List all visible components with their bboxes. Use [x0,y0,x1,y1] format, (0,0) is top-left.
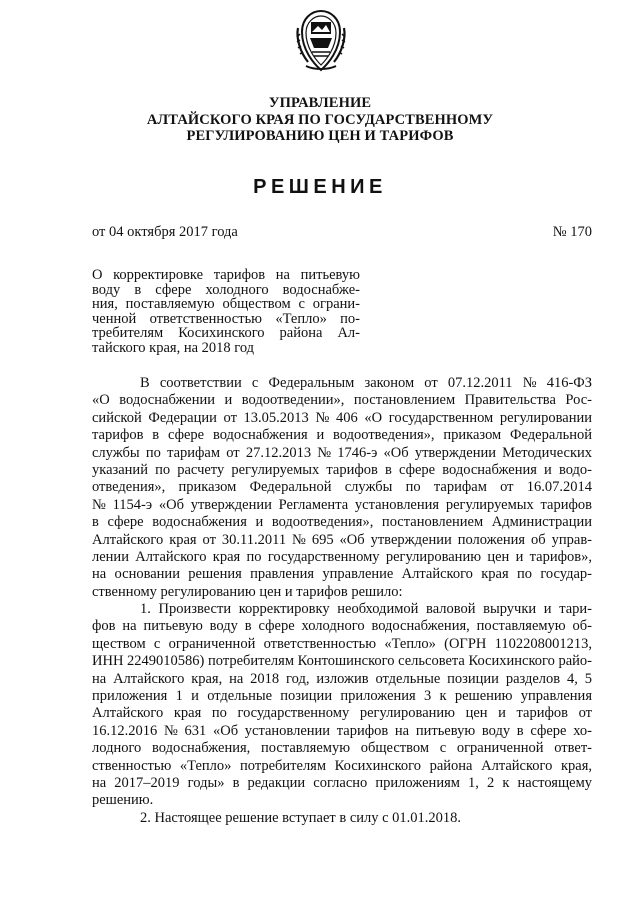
body-line: лении Алтайского края по государственному регулированию цен и тарифов», [92,548,592,565]
decision-number: № 170 [552,224,592,240]
document-title: РЕШЕНИЕ [253,176,387,198]
subject-line: требителям Косихинского района Ал- [92,325,360,341]
body-line: в сфере водоснабжения и водоотведения», постановлением Администрации [92,514,592,531]
authority-line-1: УПРАВЛЕНИЕ [268,95,372,111]
body-line: 2. Настоящее решение вступает в силу с 01.01.2018. [140,809,462,826]
subject-line: воду в сфере холодного водоснабже- [92,281,360,298]
body-line: 16.12.2016 № 631 «Об установлении тарифов на питьевую воду в сфере хо- [92,722,592,739]
body-line: 1. Произвести корректировку необходимой валовой выручки и тари- [140,601,592,618]
body-line: тарифов в сфере водоснабжения и водоотведения», приказом Федеральной [92,427,592,444]
body-line: указаний по расчету регулируемых тарифов в сфере водоснабжения и водо- [92,461,592,478]
body-line: приложения 1 и отдельные позиции приложения 3 к решению управления [92,688,592,705]
body-line: ственностью «Тепло» потребителям Косихинского района Алтайского края, [92,757,592,774]
authority-line-2: АЛТАЙСКОГО КРАЯ ПО ГОСУДАРСТВЕННОМУ [146,111,494,128]
subject-line: О корректировке тарифов на питьевую [92,267,360,283]
body-line: ществом с ограниченной ответственностью «Тепло» (ОГРН 1102208001213, [92,635,592,652]
authority-line-3: РЕГУЛИРОВАНИЮ ЦЕН И ТАРИФОВ [186,128,454,144]
body-line: «О водоснабжении и водоотведении», постановлением Правительства Рос- [92,392,592,409]
coat-of-arms-emblem [294,8,348,74]
body-line: В соответствии с Федеральным законом от 07.12.2011 № 416-ФЗ [140,375,592,391]
decision-date: от 04 октября 2017 года [92,224,238,240]
issuing-authority [0,95,640,145]
body-line: ственному регулированию цен и тарифов решило: [92,583,403,600]
body-line: Алтайского края от 30.11.2011 № 695 «Об утверждении положения об управ- [92,531,592,548]
body-line: Алтайского края по государственному регулированию цен и тарифов от [92,705,592,722]
body-line: на Алтайского края, на 2018 год, изложив отдельные позиции разделов 4, 5 [92,670,592,687]
body-line: на 2017–2019 годы» в редакции согласно приложениям 1, 2 к настоящему [92,774,592,791]
decision-body [92,375,592,827]
body-line: лодного водоснабжения, поставляемую обществом с ограниченной ответ- [92,740,592,757]
body-line: службы по тарифам от 27.12.2013 № 1746-э «Об утверждении Методических [92,444,592,461]
subject-line: тайского края, на 2018 год [92,339,255,356]
body-line: сийской Федерации от 13.05.2013 № 406 «О государственном регулировании [92,409,592,426]
subject-line: ния, поставляемую обществом с ограни- [92,296,360,312]
body-line: № 1154-э «Об утверждении Регламента установления регулируемых тарифов [92,496,592,513]
body-line: ИНН 2249010586) потребителям Контошинского сельсовета Косихинского райо- [92,653,592,670]
body-line: решению. [92,792,154,809]
subject-line: ченной ответственностью «Тепло» по- [92,310,360,327]
date-number-line [92,224,592,244]
body-line: фов на питьевую воду в сфере холодного водоснабжения, поставляемую об- [92,618,592,635]
body-line: на основании решения правления управление Алтайского края по государ- [92,566,592,583]
body-line: отведения», приказом Федеральной службы по тарифам от 16.07.2014 [92,479,592,496]
decision-subject [92,268,360,355]
